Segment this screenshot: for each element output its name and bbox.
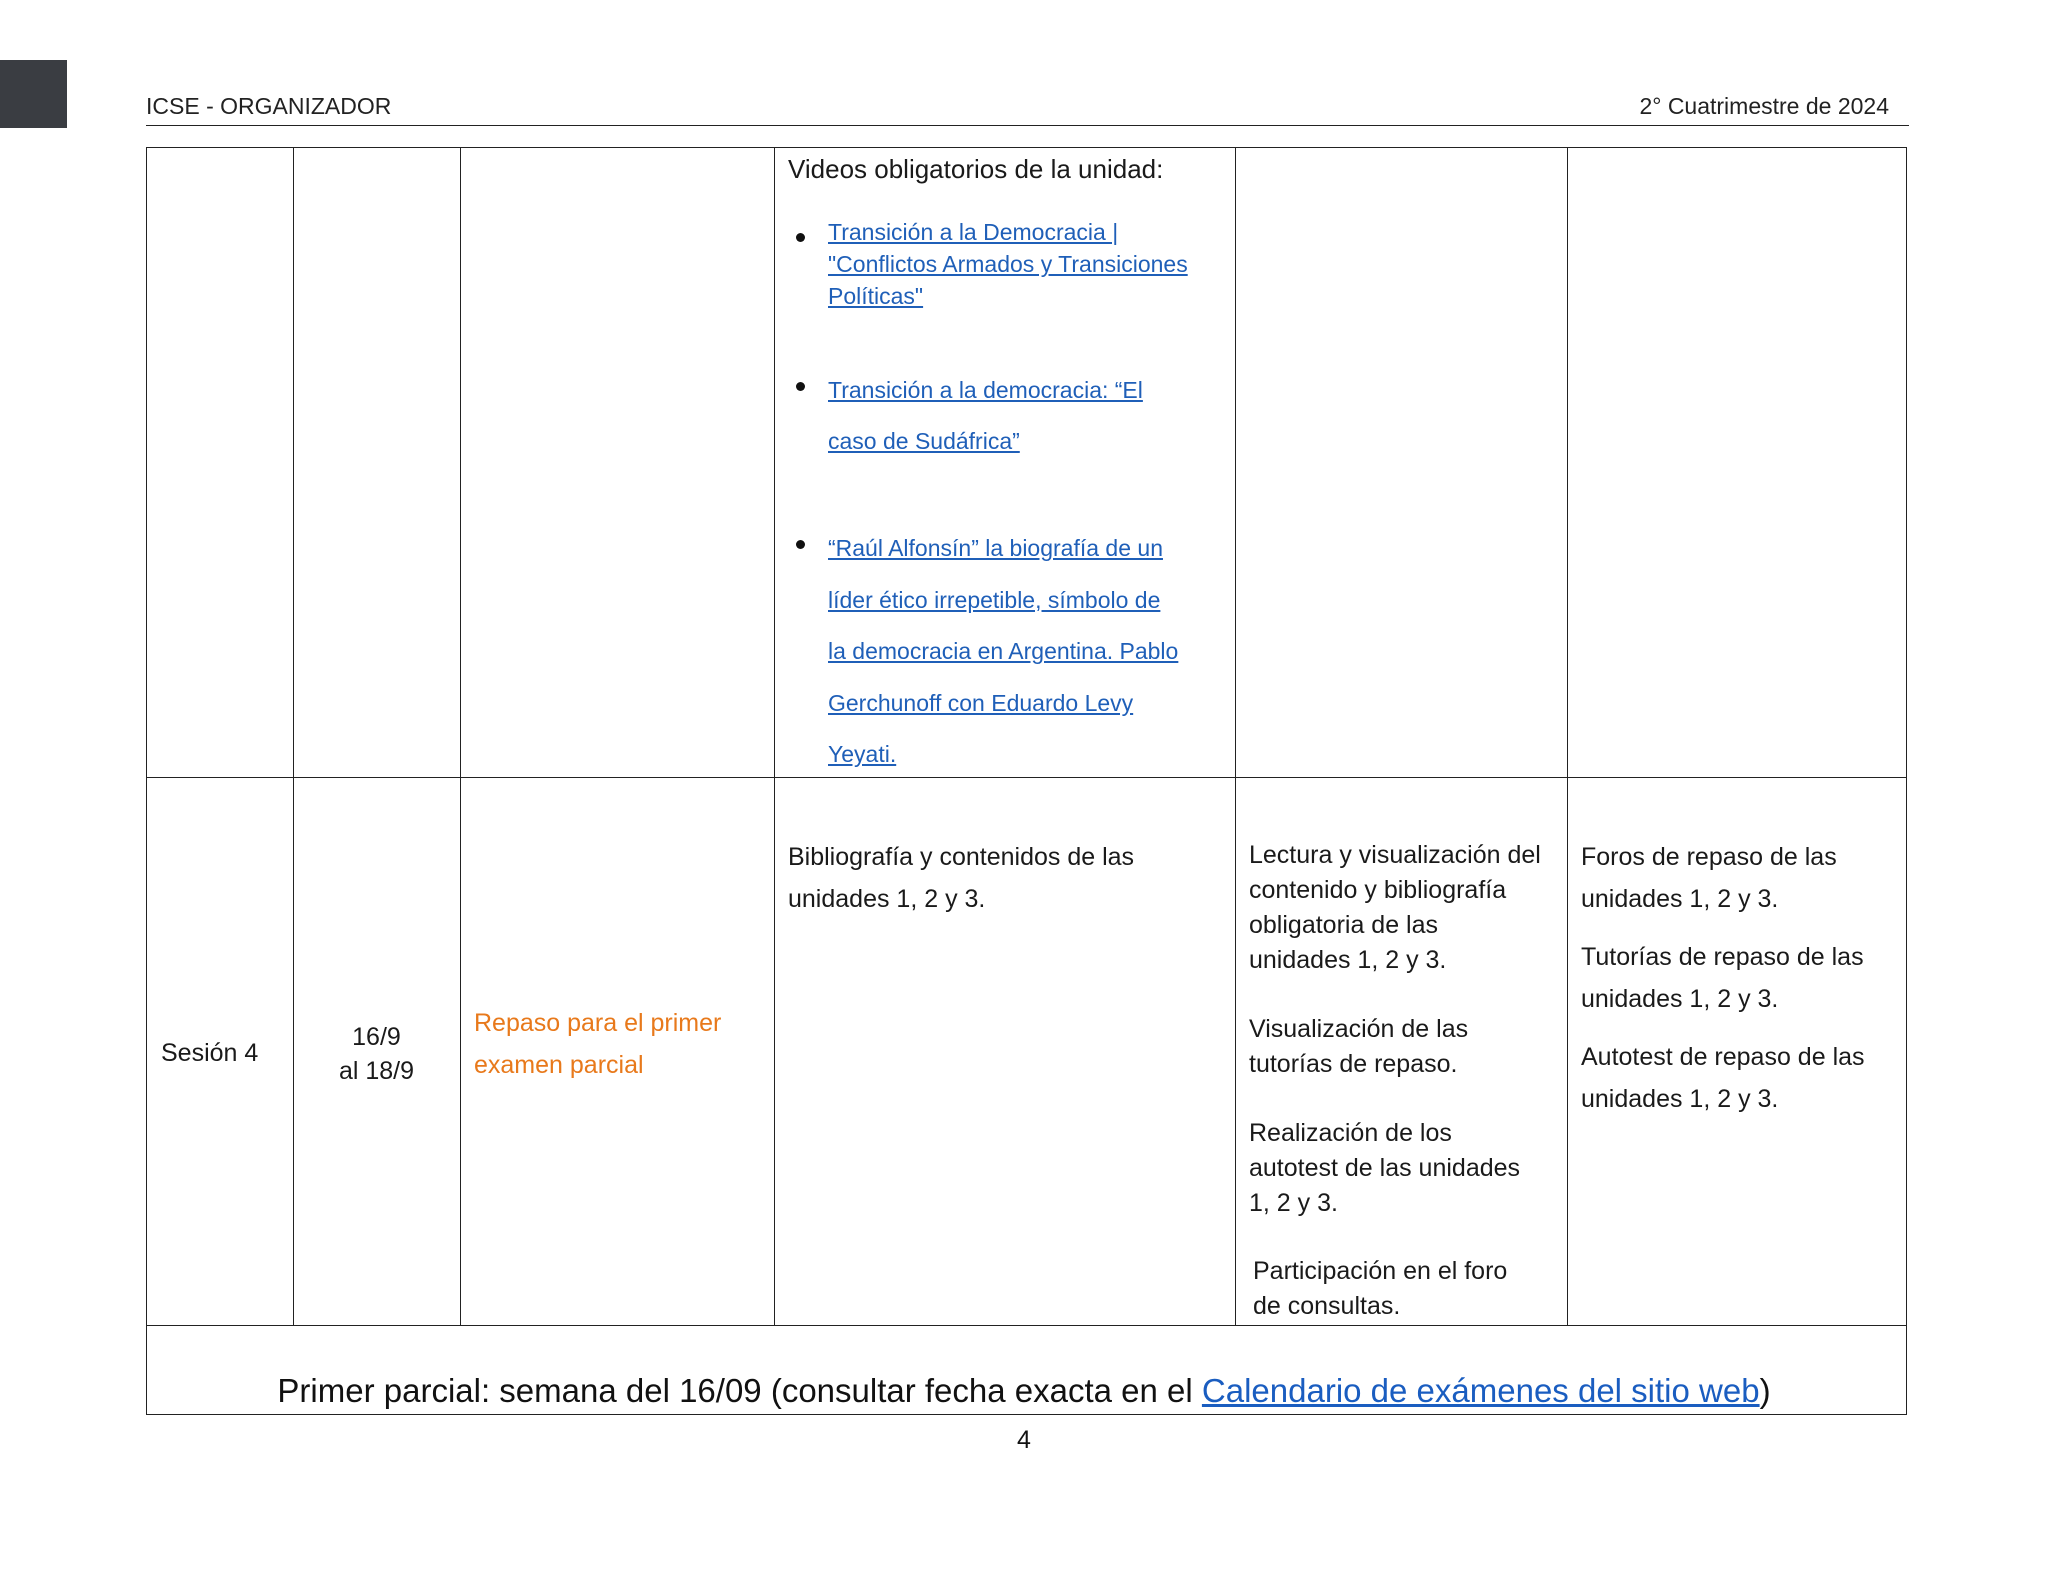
date-start: 16/9 [352,1023,401,1051]
header-title: ICSE - ORGANIZADOR [146,93,392,119]
videos-cell [774,148,1235,777]
resource-line: unidades 1, 2 y 3. [1581,885,1779,913]
session-resources [1581,836,1865,1120]
row-divider [147,1325,1906,1326]
header-divider [146,125,1909,126]
activity-block [1249,838,1541,978]
resource-block [1581,836,1865,920]
resource-line: Autotest de repaso de las [1581,1043,1865,1071]
topic-line: examen parcial [474,1051,644,1079]
exam-calendar-link[interactable]: Calendario de exámenes del sitio web [1201,1372,1760,1409]
bullet-icon [796,382,805,391]
link-line: caso de Sudáfrica” [828,428,1020,454]
content-line: unidades 1, 2 y 3. [788,885,986,913]
topic-line: Repaso para el primer [474,1009,722,1037]
link-line: Transición a la democracia: “El [828,377,1143,403]
activity-block [1249,1012,1541,1082]
bullet-icon [796,540,805,549]
content-line: Bibliografía y contenidos de las [788,843,1135,871]
col-divider [1567,148,1568,1325]
link-line: la democracia en Argentina. Pablo [828,638,1179,664]
bullet-icon [796,233,805,242]
resource-block [1581,1036,1865,1120]
activity-block [1249,1116,1541,1221]
link-line: Gerchunoff con Eduardo Levy [828,689,1134,716]
resource-line: Tutorías de repaso de las [1581,943,1864,971]
activity-line: 1, 2 y 3. [1249,1189,1338,1217]
link-line: Yeyati. [828,741,897,767]
corner-tab [0,60,67,128]
activity-line: Visualización de las [1249,1015,1469,1043]
date-end: al 18/9 [338,1057,415,1085]
page-number: 4 [1017,1426,1031,1454]
session-label: Sesión 4 [161,1039,259,1067]
session-dates [293,1020,460,1088]
link-line: "Conflictos Armados y Transiciones [828,251,1188,277]
activity-line: Lectura y visualización del [1249,841,1541,869]
exam-notice-text: Primer parcial: semana del 16/09 (consultar fecha exacta en el [277,1372,1202,1409]
resource-line: unidades 1, 2 y 3. [1581,985,1779,1013]
activity-line: tutorías de repaso. [1249,1050,1458,1078]
activity-line: obligatoria de las [1249,911,1439,939]
activity-line: de consultas. [1253,1292,1401,1320]
link-line: líder ético irrepetible, símbolo de [828,586,1161,613]
col-divider [1235,148,1236,1325]
exam-notice [0,1372,2048,1410]
resource-line: Foros de repaso de las [1581,843,1837,871]
link-line: Transición a la Democracia | [828,219,1119,245]
video-link-alfonsin[interactable] [828,523,1178,781]
activity-line: unidades 1, 2 y 3. [1249,946,1447,974]
link-line: Políticas" [828,283,924,309]
video-link-democracia[interactable] [828,216,1188,312]
video-link-sudafrica[interactable] [828,365,1143,467]
schedule-table [146,147,1907,1415]
resource-block [1581,936,1865,1020]
videos-heading: Videos obligatorios de la unidad: [788,154,1164,184]
col-divider [460,148,461,1325]
activity-line: Realización de los [1249,1119,1452,1147]
activity-block [1249,1254,1541,1324]
activity-line: autotest de las unidades [1249,1154,1521,1182]
activity-line: contenido y bibliografía [1249,876,1507,904]
col-divider [293,148,294,1325]
resource-line: unidades 1, 2 y 3. [1581,1085,1779,1113]
exam-notice-close: ) [1759,1372,1771,1409]
activity-line: Participación en el foro [1253,1257,1508,1285]
session-activities [1249,838,1541,1324]
session-content [788,836,1134,920]
session-topic [474,1002,721,1086]
header-term: 2° Cuatrimestre de 2024 [1639,93,1889,119]
link-line: “Raúl Alfonsín” la biografía de un [828,535,1163,561]
